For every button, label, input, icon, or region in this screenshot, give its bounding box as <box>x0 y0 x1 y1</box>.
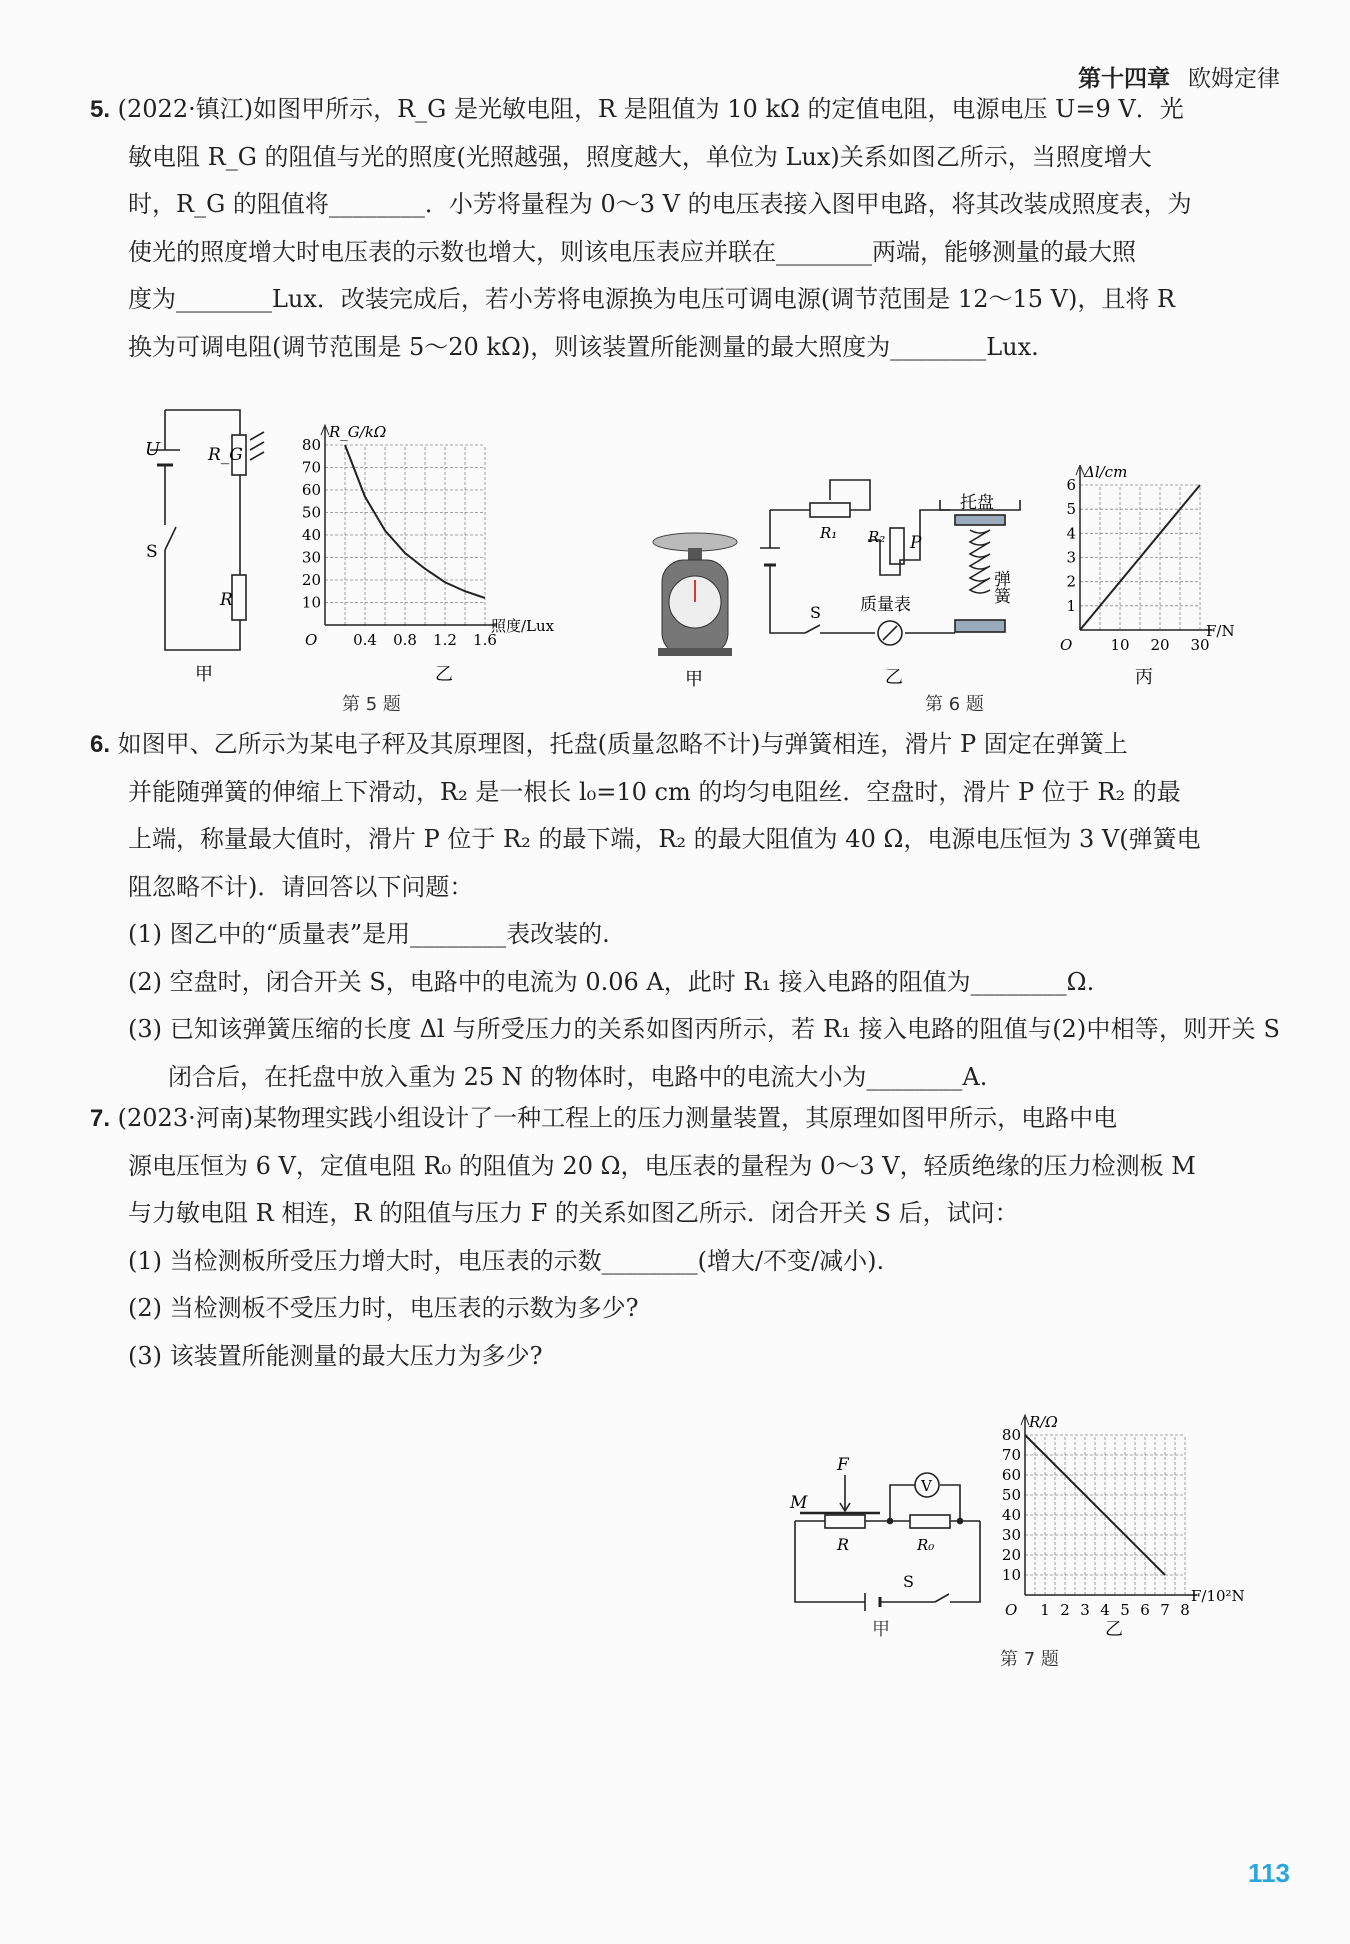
chart-caption: 乙 <box>1105 1619 1123 1640</box>
chart-caption: 丙 <box>1135 667 1153 688</box>
y-tick-label: 80 <box>1001 1426 1021 1444</box>
chapter-title: 欧姆定律 <box>1188 66 1280 92</box>
fig6-scale-photo <box>650 530 740 690</box>
label-spring: 弹簧 <box>990 570 1010 604</box>
y-axis-label: Δl/cm <box>1084 465 1128 481</box>
q7-line: 7. (2023·河南)某物理实践小组设计了一种工程上的压力测量装置，其原理如图甲所示，电路中电 <box>90 1104 1118 1132</box>
q6-line: 6. 如图甲、乙所示为某电子秤及其原理图，托盘(质量忽略不计)与弹簧相连，滑片 P 固定在弹簧上 <box>90 730 1128 758</box>
x-tick-label: 0.4 <box>353 631 377 649</box>
y-tick-label: 5 <box>1066 500 1076 519</box>
y-tick-label: 20 <box>301 571 321 589</box>
label-meter: 质量表 <box>860 595 911 615</box>
caption-yi: 乙 <box>885 667 903 688</box>
question-5 <box>90 86 1280 371</box>
label-r0: R₀ <box>917 1536 935 1554</box>
x-axis-label: F/N <box>1206 622 1235 640</box>
x-tick-label: 7 <box>1160 1601 1170 1619</box>
y-tick-label: 50 <box>301 503 321 522</box>
q6-part: (1) 图乙中的“质量表”是用________表改装的. <box>128 920 610 948</box>
y-tick-label: 30 <box>301 548 321 567</box>
label-r1: R₁ <box>820 524 838 542</box>
origin-label: O <box>1060 636 1073 654</box>
y-tick-label: 60 <box>301 481 321 499</box>
q6-line: 并能随弹簧的伸缩上下滑动，R₂ 是一根长 l₀=10 cm 的均匀电阻丝．空盘时，滑片 P 位于 R₂ 的最 <box>128 777 1181 806</box>
y-tick-label: 6 <box>1066 476 1076 494</box>
label-r: R <box>220 590 233 610</box>
label-v: V <box>921 1477 932 1495</box>
q5-line: 敏电阻 R_G 的阻值与光的照度(光照越强，照度越大，单位为 Lux)关系如图乙所示，当照度增大 <box>128 142 1152 171</box>
fig5-caption: 第 5 题 <box>342 694 401 715</box>
y-tick-label: 3 <box>1066 548 1076 567</box>
q5-line: 使光的照度增大时电压表的示数也增大，则该电压表应并联在________两端，能够测量的最大照 <box>128 237 1136 266</box>
label-s: S <box>903 1572 914 1591</box>
label-f: F <box>837 1455 849 1475</box>
y-tick-label: 10 <box>1001 1566 1021 1584</box>
y-tick-label: 10 <box>301 593 321 612</box>
x-axis-label: 照度/Lux <box>491 617 555 635</box>
q5-line: 换为可调电阻(调节范围是 5～20 kΩ)，则该装置所能测量的最大照度为________Lux. <box>128 332 1039 361</box>
q6-number: 6. <box>90 731 111 758</box>
fig7-chart <box>990 1390 1280 1640</box>
label-tray: 托盘 <box>960 493 994 513</box>
origin-label: O <box>305 631 318 649</box>
fig7-caption-jia: 甲 <box>872 1619 890 1640</box>
y-tick-label: 4 <box>1066 524 1076 543</box>
fig7-caption: 第 7 题 <box>1000 1649 1059 1670</box>
q6-part: (2) 空盘时，闭合开关 S，电路中的电流为 0.06 A，此时 R₁ 接入电路的阻值为________Ω. <box>128 967 1095 996</box>
q5-line: 时，R_G 的阻值将________．小芳将量程为 0～3 V 的电压表接入图甲电路，将其改装成照度表，为 <box>128 190 1192 218</box>
x-tick-label: 6 <box>1140 1601 1150 1619</box>
caption-jia: 甲 <box>685 669 703 690</box>
chart-caption: 乙 <box>435 664 453 685</box>
x-tick-label: 1.2 <box>433 631 457 649</box>
series-line <box>345 445 485 598</box>
y-tick-label: 1 <box>1066 596 1076 615</box>
x-tick-label: 2 <box>1060 1601 1070 1619</box>
q7-line: 源电压恒为 6 V，定值电阻 R₀ 的阻值为 20 Ω，电压表的量程为 0～3 V，轻质绝缘的压力检测板 M <box>128 1151 1196 1180</box>
y-tick-label: 2 <box>1066 572 1076 591</box>
y-tick-label: 40 <box>1001 1506 1021 1524</box>
fig7-circuit <box>785 1455 985 1625</box>
label-s: S <box>146 542 158 562</box>
label-rg: R_G <box>208 445 243 465</box>
y-tick-label: 30 <box>1001 1526 1021 1544</box>
q7-part: (1) 当检测板所受压力增大时，电压表的示数________(增大/不变/减小). <box>128 1246 885 1275</box>
x-tick-label: 8 <box>1180 1601 1190 1619</box>
y-tick-label: 70 <box>1001 1446 1021 1464</box>
q6-line: 上端，称量最大值时，滑片 P 位于 R₂ 的最下端，R₂ 的最大阻值为 40 Ω，电源电压恒为 3 V(弹簧电 <box>128 825 1201 853</box>
label-u: U <box>145 439 161 460</box>
label-m: M <box>790 1493 808 1513</box>
fig5-chart <box>285 400 625 690</box>
y-tick-label: 40 <box>301 526 321 544</box>
y-tick-label: 20 <box>1001 1546 1021 1564</box>
fig6-chart <box>1045 465 1270 690</box>
q5-line: 度为________Lux．改装完成后，若小芳将电源换为电压可调电源(调节范围是 12～15 V)，且将 R <box>128 285 1176 313</box>
x-tick-label: 20 <box>1150 636 1170 654</box>
origin-label: O <box>1005 1601 1018 1619</box>
x-tick-label: 5 <box>1120 1601 1130 1619</box>
label-r: R <box>837 1535 850 1554</box>
x-tick-label: 4 <box>1100 1601 1110 1619</box>
y-axis-label: R/Ω <box>1029 1413 1058 1431</box>
fig5-circuit <box>140 405 270 685</box>
q6-line: 阻忽略不计)．请回答以下问题： <box>128 872 474 901</box>
x-tick-label: 0.8 <box>393 631 417 649</box>
page-number: 113 <box>1248 1858 1290 1888</box>
q7-part: (2) 当检测板不受压力时，电压表的示数为多少? <box>128 1294 639 1322</box>
label-r2: R₂ <box>868 528 886 546</box>
x-tick-label: 30 <box>1190 636 1210 654</box>
label-p: P <box>910 533 922 553</box>
x-tick-label: 10 <box>1110 636 1130 654</box>
x-tick-label: 1.6 <box>473 631 497 649</box>
q5-line: 5. (2022·镇江)如图甲所示，R_G 是光敏电阻，R 是阻值为 10 kΩ 的定值电阻，电源电压 U=9 V．光 <box>90 95 1184 123</box>
y-tick-label: 70 <box>301 458 321 477</box>
q5-number: 5. <box>90 96 111 123</box>
fig6-caption: 第 6 题 <box>925 694 984 715</box>
x-axis-label: F/10²N <box>1191 1587 1245 1605</box>
y-tick-label: 80 <box>301 436 321 454</box>
chapter-number: 第十四章 <box>1078 66 1170 92</box>
q6-part: (3) 已知该弹簧压缩的长度 Δl 与所受压力的关系如图丙所示，若 R₁ 接入电路的阻值与(2)中相等，则开关 S 闭合后，在托盘中放入重为 25 N 的物体时，电路中的电流大小为________A. <box>128 1015 1280 1091</box>
question-6 <box>90 721 1280 1101</box>
x-tick-label: 1 <box>1040 1601 1050 1619</box>
fig6-circuit <box>760 470 1030 690</box>
y-axis-label: R_G/kΩ <box>329 423 387 441</box>
x-tick-label: 3 <box>1080 1601 1090 1619</box>
y-tick-label: 60 <box>1001 1466 1021 1484</box>
label-s: S <box>810 603 821 622</box>
q7-number: 7. <box>90 1105 111 1132</box>
question-7 <box>90 1095 1280 1380</box>
y-tick-label: 50 <box>1001 1486 1021 1504</box>
caption-jia: 甲 <box>195 664 213 685</box>
q7-part: (3) 该装置所能测量的最大压力为多少? <box>128 1341 543 1370</box>
q7-line: 与力敏电阻 R 相连，R 的阻值与压力 F 的关系如图乙所示．闭合开关 S 后，试问： <box>128 1199 1019 1227</box>
